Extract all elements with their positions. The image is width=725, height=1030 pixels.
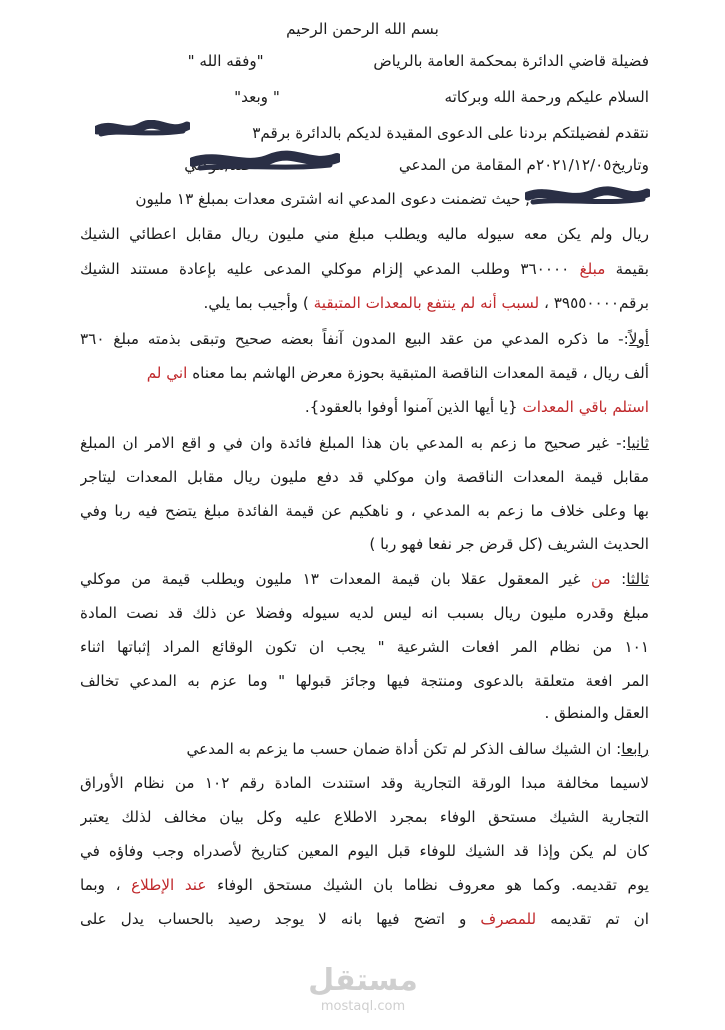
after-greeting: " وبعد" <box>234 88 280 106</box>
body-line-5: بقيمة مبلغ ٣٦٠٠٠٠ وطلب المدعي إلزام موكلي المدعى عليه بإعادة مستند الشيك <box>80 260 649 278</box>
addressee: فضيلة قاضي الدائرة بمحكمة العامة بالرياض <box>373 52 649 70</box>
body-line-6: برقم٣٩٥٥٠٠٠٠ ، لسبب أنه لم ينتفع بالمعدات المتبقية ) وأجيب بما يلي. <box>203 294 649 312</box>
redaction-scribble <box>525 186 650 210</box>
blessing: "وفقه الله " <box>187 52 264 70</box>
second-point-line-1: ثانيا:- غير صحيح ما زعم به المدعي بان هذا المبلغ فائدة وان في و اقع الامر ان المبلغ <box>80 434 649 452</box>
fourth-point-line-1: رابعا: ان الشيك سالف الذكر لم تكن أداة ضمان حسب ما يزعم به المدعي <box>186 740 649 758</box>
salutation: السلام عليكم ورحمة الله وبركاته <box>444 88 649 106</box>
first-point-line-3: استلم باقي المعدات {يا أيها الذين آمنوا أوفوا بالعقود}. <box>304 398 649 416</box>
third-point-line-1: ثالثا: من غير المعقول عقلا بان قيمة المعدات ١٣ مليون ويطلب قيمة من موكلي <box>80 570 649 588</box>
highlight-not-received: اني لم <box>146 364 188 382</box>
second-point-line-4: الحديث الشريف (كل قرض جر نفعا فهو ربا ) <box>369 535 649 553</box>
watermark-domain: mostaql.com <box>320 999 406 1014</box>
highlight-from: من <box>590 570 611 588</box>
second-point-line-3: بها وعلى خلاف ما زعم به المدعي ، و ناهكيم عن قيمة الفائدة مبلغ يتضح فيه ربا وفي <box>80 502 649 520</box>
second-point-label: ثانيا <box>626 434 649 452</box>
basmala: بسم الله الرحمن الرحيم <box>286 20 439 38</box>
fourth-point-line-5: يوم تقديمه. وكما هو معروف نظاما بان الشيك مستحق الوفاء عند الإطلاع ، وبما <box>80 876 649 894</box>
fourth-point-line-3: التجارية الشيك مستحق الوفاء بمجرد الاطلاع عليه وكل بيان مخالف لذلك يعتبر <box>80 808 649 826</box>
highlight-remaining-equipment: استلم باقي المعدات <box>522 398 649 416</box>
third-point-line-4: المر افعة متعلقة بالدعوى ومنتجة فيها وجائز قبولها " وما عزم به المدعي تخالف <box>80 672 649 690</box>
redaction-scribble <box>190 150 340 176</box>
highlight-reason: لسبب أنه لم ينتفع بالمعدات المتبقية <box>313 294 540 312</box>
fourth-point-line-6: ان تم تقديمه للمصرف و اتضح فيها بانه لا يوجد رصيد بالحساب يدل على <box>80 910 649 928</box>
body-line-2: وتاريخ٢٠٢١/١٢/٠٥م المقامة من المدعي ضد/موكلي <box>184 156 649 174</box>
redaction-scribble <box>95 120 190 140</box>
body-line-4: ريال ولم يكن معه سيوله ماليه ويطلب مبلغ مني مليون ريال مقابل اعطائي الشيك <box>80 225 649 243</box>
highlight-amount: مبلغ <box>579 260 606 278</box>
mostaql-watermark <box>308 960 418 1020</box>
highlight-upon-sight: عند الإطلاع <box>131 876 207 894</box>
body-line-3: , حيث تضمنت دعوى المدعي انه اشترى معدات بمبلغ ١٣ مليون <box>135 190 530 208</box>
addressee-line <box>80 50 649 72</box>
highlight-bank: للمصرف <box>480 910 537 928</box>
third-point-line-3: ١٠١ من نظام المر افعات الشرعية " يجب ان تكون الوقائع المراد إثباتها اثناء <box>80 638 649 656</box>
body-line-1: نتقدم لفضيلتكم بردنا على الدعوى المقيدة لديكم بالدائرة برقم٣ <box>252 124 649 142</box>
fourth-point-line-4: كان لم يكن وإذا قد الشيك للوفاء قبل اليوم المعين كتاريخ لأصدراه وجب وفاؤه في <box>80 842 649 860</box>
first-point-line-1: أولاً:- ما ذكره المدعي من عقد البيع المدون آنفاً بعضه صحيح وتبقى بذمته مبلغ ٣٦٠ <box>80 330 649 348</box>
first-point-line-2: ألف ريال ، قيمة المعدات الناقصة المتبقية بحوزة معرض الهاشم بما معناه اني لم <box>146 364 649 382</box>
second-point-line-2: مقابل قيمة المعدات الناقصة وان موكلي قد دفع مليون ريال مقابل المعدات ليتاجر <box>80 468 649 486</box>
third-point-label: ثالثا <box>626 570 649 588</box>
salutation-line <box>80 86 649 108</box>
third-point-line-5: العقل والمنطق . <box>544 704 649 722</box>
fourth-point-line-2: لاسيما مخالفة مبدا الورقة التجارية وقد استندت المادة رقم ١٠٢ من نظام الأوراق <box>80 774 649 792</box>
first-point-label: أولاً <box>628 330 649 348</box>
fourth-point-label: رابعا <box>621 740 649 758</box>
watermark-brand: مستقل <box>308 963 418 998</box>
third-point-line-2: مبلغ وقدره مليون ريال بسبب انه ليس لديه سيوله وفضلا عن ذلك قد نصت المادة <box>80 604 649 622</box>
